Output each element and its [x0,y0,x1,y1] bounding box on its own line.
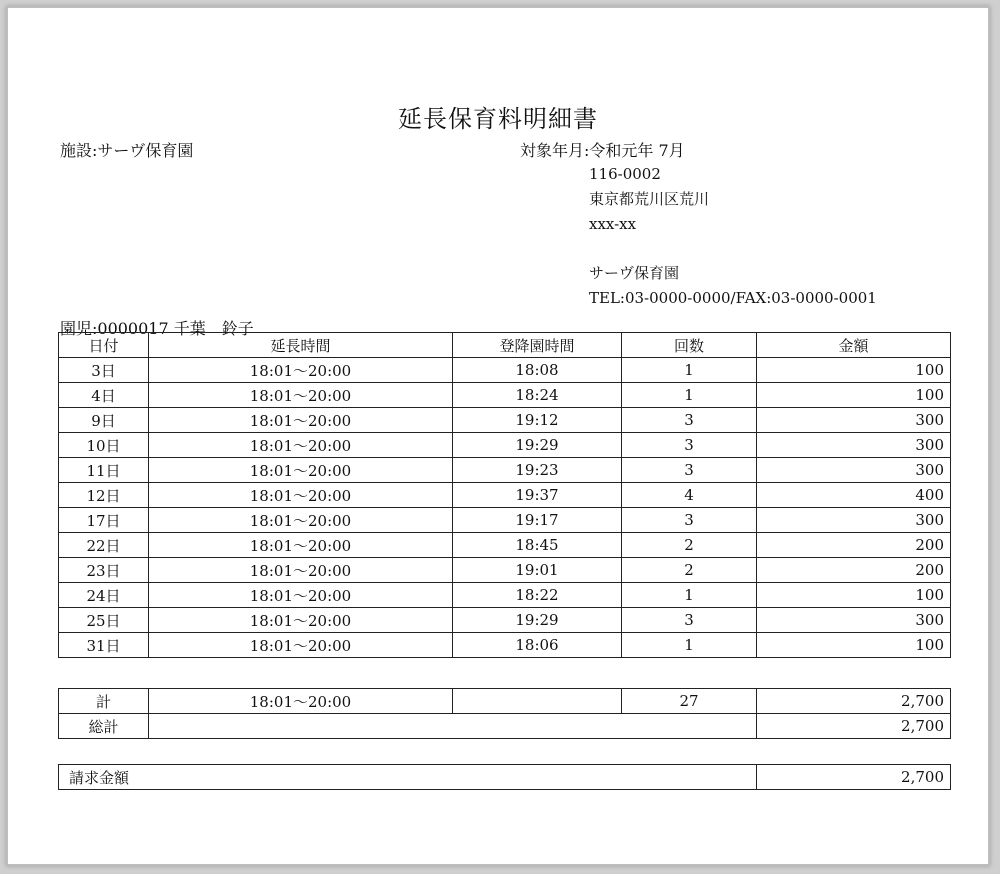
subtotal-row [59,689,951,714]
grand-total-amount: 2,700 [757,714,951,739]
row-extension: 18:01～20:00 [149,608,453,633]
subtotal-label: 計 [59,689,149,714]
statement-sheet [6,6,990,866]
address-city: 東京都荒川区荒川 [589,190,710,208]
row-amount: 100 [757,383,951,408]
table-header-row [59,333,951,358]
row-attendance: 18:22 [453,583,622,608]
grand-total-empty-cell [149,714,757,739]
total-table [58,688,951,739]
subtotal-extension: 18:01～20:00 [149,689,453,714]
row-date: 23日 [59,558,149,583]
address-street: xxx-xx [589,215,637,233]
table-row [59,533,951,558]
document-title: 延長保育料明細書 [398,105,598,133]
row-amount: 300 [757,433,951,458]
detail-table-body [59,358,951,658]
subtotal-count: 27 [622,689,757,714]
row-date: 31日 [59,633,149,658]
row-count: 4 [622,483,757,508]
row-attendance: 19:37 [453,483,622,508]
row-count: 3 [622,608,757,633]
row-attendance: 19:12 [453,408,622,433]
table-row [59,383,951,408]
child-info: 園児:0000017 千葉 鈴子 [60,319,254,338]
row-count: 3 [622,408,757,433]
grand-total-row [59,714,951,739]
row-attendance: 19:23 [453,458,622,483]
row-extension: 18:01～20:00 [149,483,453,508]
table-row [59,608,951,633]
row-extension: 18:01～20:00 [149,433,453,458]
row-amount: 100 [757,583,951,608]
row-extension: 18:01～20:00 [149,508,453,533]
grand-total-label: 総計 [59,714,149,739]
row-extension: 18:01～20:00 [149,383,453,408]
row-count: 1 [622,358,757,383]
table-row [59,583,951,608]
row-date: 25日 [59,608,149,633]
header-extension: 延長時間 [149,333,453,358]
billing-table [58,764,951,790]
row-attendance: 19:29 [453,608,622,633]
table-row [59,483,951,508]
table-row [59,458,951,483]
detail-table [58,332,951,658]
address-gap [589,237,877,261]
row-date: 11日 [59,458,149,483]
row-amount: 300 [757,508,951,533]
billing-amount: 2,700 [757,765,951,790]
row-date: 10日 [59,433,149,458]
table-row [59,358,951,383]
billing-label: 請求金額 [59,765,757,790]
header-attendance: 登降園時間 [453,333,622,358]
billing-row [59,765,951,790]
table-row [59,558,951,583]
row-amount: 400 [757,483,951,508]
row-amount: 300 [757,408,951,433]
row-extension: 18:01～20:00 [149,633,453,658]
row-amount: 200 [757,533,951,558]
row-date: 4日 [59,383,149,408]
subtotal-amount: 2,700 [757,689,951,714]
row-date: 24日 [59,583,149,608]
postal-code: 116-0002 [589,165,661,183]
target-month: 対象年月:令和元年 7月 [520,141,685,160]
row-attendance: 18:24 [453,383,622,408]
row-count: 1 [622,633,757,658]
row-attendance: 19:01 [453,558,622,583]
row-count: 3 [622,433,757,458]
facility-name: 施設:サーヴ保育園 [60,141,194,160]
row-attendance: 18:06 [453,633,622,658]
row-extension: 18:01～20:00 [149,358,453,383]
row-date: 22日 [59,533,149,558]
row-extension: 18:01～20:00 [149,583,453,608]
row-extension: 18:01～20:00 [149,458,453,483]
table-row [59,433,951,458]
table-row [59,633,951,658]
row-amount: 300 [757,458,951,483]
row-count: 1 [622,383,757,408]
address-block [589,162,877,311]
row-amount: 100 [757,633,951,658]
row-amount: 100 [757,358,951,383]
row-count: 2 [622,558,757,583]
row-attendance: 19:29 [453,433,622,458]
contact-info: TEL:03-0000-0000/FAX:03-0000-0001 [589,289,877,307]
row-count: 1 [622,583,757,608]
row-date: 17日 [59,508,149,533]
row-extension: 18:01～20:00 [149,558,453,583]
organization-name: サーヴ保育園 [589,264,680,282]
row-count: 3 [622,508,757,533]
table-row [59,508,951,533]
row-extension: 18:01～20:00 [149,408,453,433]
header-amount: 金額 [757,333,951,358]
row-count: 3 [622,458,757,483]
row-extension: 18:01～20:00 [149,533,453,558]
row-date: 3日 [59,358,149,383]
row-attendance: 19:17 [453,508,622,533]
row-attendance: 18:08 [453,358,622,383]
header-count: 回数 [622,333,757,358]
row-count: 2 [622,533,757,558]
row-amount: 300 [757,608,951,633]
row-date: 12日 [59,483,149,508]
subtotal-empty-cell [453,689,622,714]
row-attendance: 18:45 [453,533,622,558]
table-row [59,408,951,433]
row-date: 9日 [59,408,149,433]
row-amount: 200 [757,558,951,583]
header-date: 日付 [59,333,149,358]
